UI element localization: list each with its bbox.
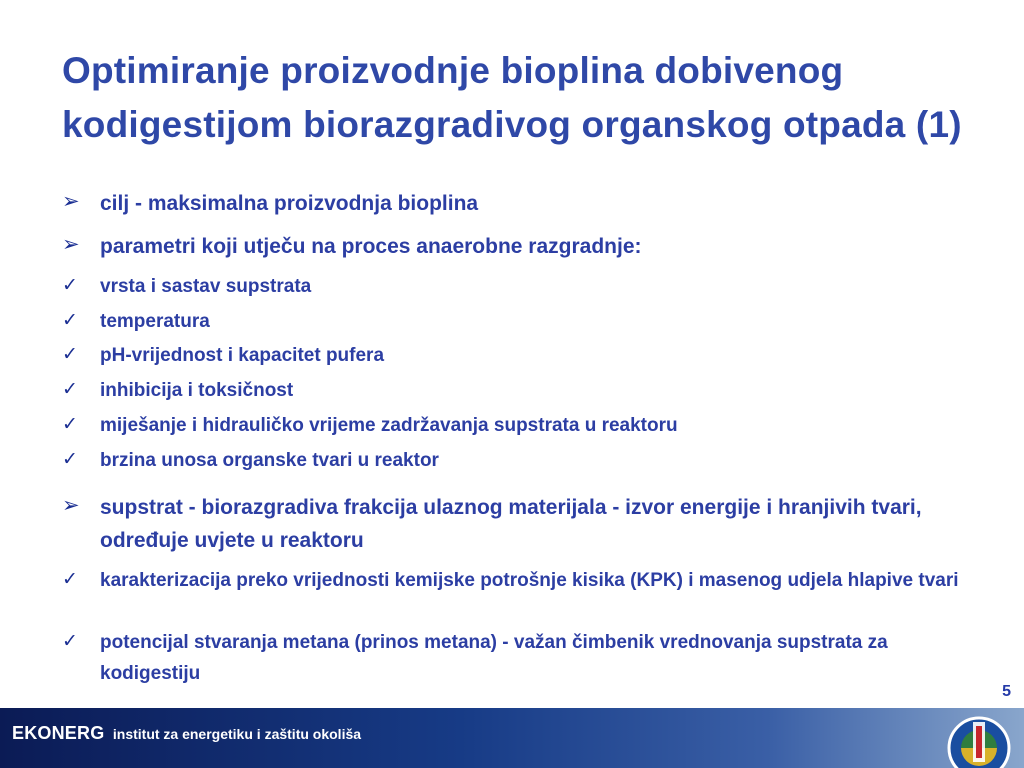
bullet-item: [62, 306, 982, 337]
check-bullet-icon: ✓: [62, 569, 78, 590]
bullet-text: cilj - maksimalna proizvodnja bioplina: [100, 192, 479, 215]
check-bullet-icon: ✓: [62, 631, 78, 652]
check-bullet-icon: ✓: [62, 275, 78, 296]
arrow-bullet-icon: ➢: [62, 494, 80, 517]
bullet-text: supstrat - biorazgradiva frakcija ulaznog materijala - izvor energije i hranjivih tvari, određuje uvjete u reaktoru: [100, 496, 922, 552]
bullet-item: [62, 491, 982, 557]
arrow-bullet-icon: ➢: [62, 233, 80, 256]
bullet-text: potencijal stvaranja metana (prinos metana) - važan čimbenik vrednovanja supstrata za kodigestiju: [100, 632, 888, 684]
bullet-text: inhibicija i toksičnost: [100, 380, 294, 401]
bullet-item: [62, 271, 982, 302]
bullet-text: karakterizacija preko vrijednosti kemijske potrošnje kisika (KPK) i masenog udjela hlapive tvari: [100, 570, 959, 591]
footer-bar: [0, 708, 1024, 768]
arrow-bullet-icon: ➢: [62, 190, 80, 213]
footer-brand: EKONERG: [12, 723, 105, 743]
bullet-item: [62, 565, 982, 596]
footer-text: [12, 723, 361, 744]
footer-tagline: institut za energetiku i zaštitu okoliša: [112, 726, 362, 742]
bullet-text: parametri koji utječu na proces anaerobne razgradnje:: [100, 235, 642, 258]
page-number: 5: [1002, 683, 1011, 700]
bullet-text: vrsta i sastav supstrata: [100, 276, 312, 297]
check-bullet-icon: ✓: [62, 414, 78, 435]
bullet-item: [62, 410, 982, 441]
slide-title-line-1: Optimiranje proizvodnje bioplina dobivenog: [62, 50, 844, 91]
slide-title-line-2: kodigestijom biorazgradivog organskog otpada (1): [62, 104, 962, 145]
bullet-text: temperatura: [100, 311, 210, 332]
check-bullet-icon: ✓: [62, 310, 78, 331]
bullet-text: miješanje i hidrauličko vrijeme zadržavanja supstrata u reaktoru: [100, 415, 678, 436]
bullet-item: [62, 627, 982, 689]
bullet-text: pH-vrijednost i kapacitet pufera: [100, 345, 385, 366]
bullet-item: [62, 445, 982, 476]
bullet-item: [62, 187, 982, 220]
ekonerg-logo-icon: [943, 708, 1019, 768]
bullet-text: brzina unosa organske tvari u reaktor: [100, 450, 439, 471]
check-bullet-icon: ✓: [62, 344, 78, 365]
check-bullet-icon: ✓: [62, 449, 78, 470]
bullet-item: [62, 340, 982, 371]
bullet-item: [62, 375, 982, 406]
bullet-item: [62, 230, 982, 263]
check-bullet-icon: ✓: [62, 379, 78, 400]
